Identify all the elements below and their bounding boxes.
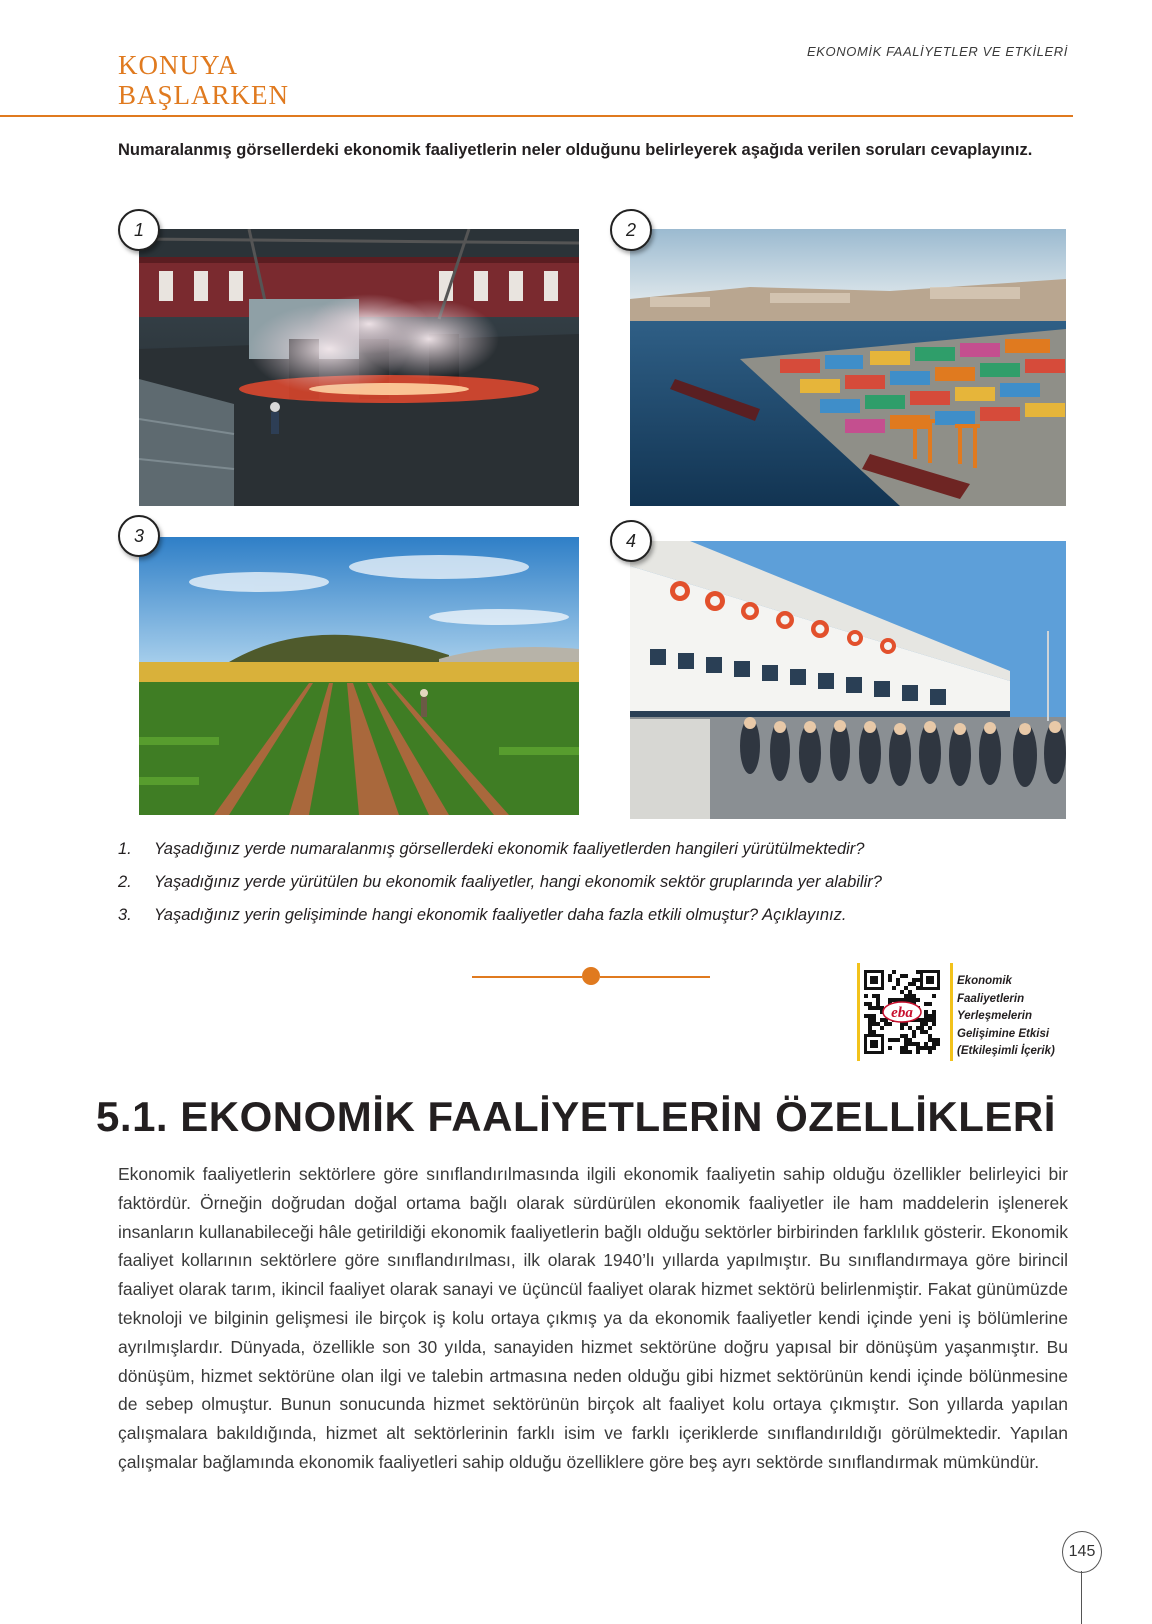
farm-field-photo — [139, 537, 579, 815]
divider-line-right — [600, 976, 710, 978]
ferry-illustration — [630, 541, 1066, 819]
question-item — [118, 840, 1078, 873]
image-number-badge: 1 — [118, 209, 160, 251]
brand-line-1: KONUYA — [118, 50, 238, 80]
qr-code[interactable] — [862, 968, 942, 1056]
steel-mill-photo — [139, 229, 579, 506]
question-number: 3. — [118, 906, 132, 924]
qr-code-graphic — [862, 968, 942, 1056]
image-number-badge: 4 — [610, 520, 652, 562]
section-brand — [118, 50, 358, 110]
container-port-photo — [630, 229, 1066, 506]
image-number-badge: 2 — [610, 209, 652, 251]
image-number-badge: 3 — [118, 515, 160, 557]
qr-caption-line: Ekonomik — [957, 975, 1012, 987]
steel-mill-illustration — [139, 229, 579, 506]
question-item — [118, 873, 1078, 906]
qr-caption-line: Gelişimine Etkisi — [957, 1027, 1050, 1040]
intro-instruction: Numaralanmış görsellerdeki ekonomik faaliyetlerin neler olduğunu belirleyerek aşağıda verilen soruları cevaplayınız. — [118, 141, 1033, 159]
port-illustration — [630, 229, 1066, 506]
eba-logo: eba — [891, 1005, 913, 1021]
divider-dot — [582, 967, 600, 985]
page-number: 145 — [1062, 1531, 1102, 1573]
question-item — [118, 906, 1078, 939]
body-paragraph: Ekonomik faaliyetlerin sektörlere göre sınıflandırılmasında ilgili ekonomik faaliyetin sahip olduğu özellikler belirleyici bir faktördür. Örneğin doğrudan doğal ortama bağlı olarak sürdürülen ekonomik faaliyetler ile ham maddelerin işlenerek insanların kullanabileceği hâle getirildiği ekonomik faaliyetlerin bağlı olduğu sektörler birbirinden farklılık gösterir. Ekonomik faaliyet kollarının sektörlere göre sınıflandırılması, ilk olarak 1940’lı yıllarda yapılmıştır. Bu sınıflandırmaya göre birincil faaliyet olarak tarım, ikincil faaliyet olarak sanayi ve üçüncül faaliyet olarak hizmet sektörü belirlenmiştir. Fakat günümüzde teknoloji ve bilginin gelişmesi ile birçok iş kolu ortaya çıkmış ya da ekonomik faaliyetler kendi içinde yeni iş bölümlerine ayrılmışlardır. Dünyada, özellikle son 30 yılda, sanayiden hizmet sektörüne doğru yapısal bir dönüşüm yaşanmıştır. Bu dönüşüm, hizmet sektörüne olan ilgi ve talebin artmasına neden olduğu gibi hizmet sektörünün kendi içinde bölünmesine de sebep olmuştur. Bunun sonucunda hizmet sektörünün birçok alt faaliyet kolu ortaya çıkmıştır. Son yıllarda yapılan çalışmalara bakıldığında, hizmet alt sektörlerinin farklı isim ve farklı içeriklerde sınıflandırıldığı görülmektedir. Yapılan çalışmalar bağlamında ekonomik faaliyetleri sahip olduğu özelliklere göre beş ayrı sektörde sınıflandırmak mümkündür. — [118, 1164, 1068, 1472]
qr-caption-line: Yerleşmelerin — [957, 1010, 1033, 1022]
qr-caption — [957, 973, 1077, 1061]
qr-caption-line: Faaliyetlerin — [957, 992, 1025, 1005]
ferry-boarding-photo — [630, 541, 1066, 819]
question-list — [118, 840, 1078, 939]
question-text: Yaşadığınız yerde numaralanmış görsellerdeki ekonomik faaliyetlerden hangileri yürütülmektedir? — [154, 840, 865, 858]
divider-line-left — [472, 976, 582, 978]
question-number: 2. — [118, 873, 132, 891]
question-number: 1. — [118, 840, 132, 858]
brand-line-2: BAŞLARKEN — [118, 80, 290, 110]
header-rule — [0, 115, 1073, 117]
farm-illustration — [139, 537, 579, 815]
question-text: Yaşadığınız yerde yürütülen bu ekonomik faaliyetler, hangi ekonomik sektör gruplarında yer alabilir? — [154, 873, 882, 891]
question-text: Yaşadığınız yerin gelişiminde hangi ekonomik faaliyetler daha fazla etkili olmuştur? Açıklayınız. — [154, 906, 847, 924]
running-head: EKONOMİK FAALİYETLER VE ETKİLERİ — [807, 44, 1068, 59]
page-number-stem — [1081, 1571, 1082, 1624]
section-title: 5.1. EKONOMİK FAALİYETLERİN ÖZELLİKLERİ — [96, 1093, 1056, 1140]
qr-caption-line: (Etkileşimli İçerik) — [957, 1045, 1055, 1057]
